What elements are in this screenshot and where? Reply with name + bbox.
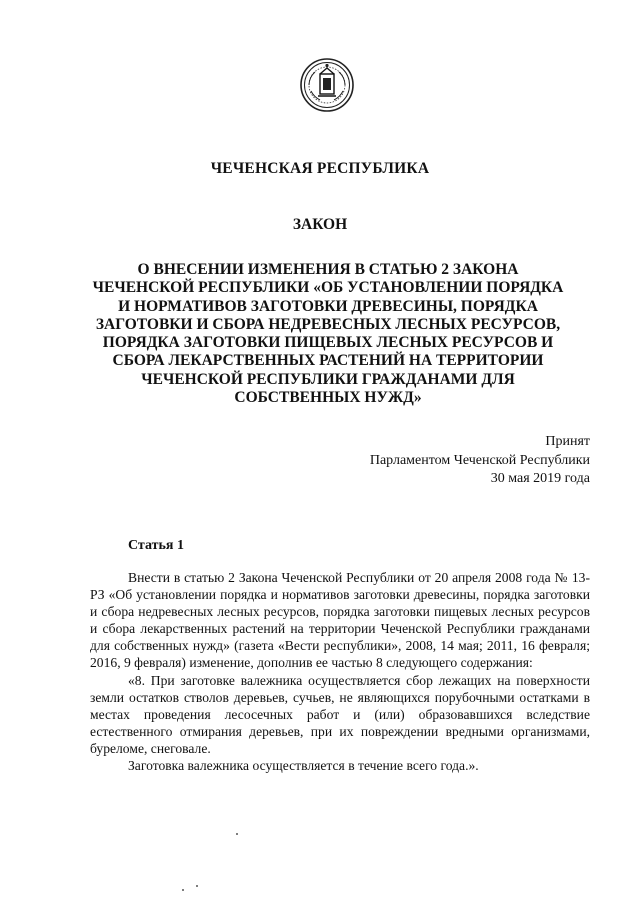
scan-speck [182, 889, 184, 891]
scan-speck [196, 885, 198, 887]
adoption-line-parliament: Парламентом Чеченской Республики [369, 452, 590, 468]
article-paragraph: Заготовка валежника осуществляется в течение всего года.». [128, 758, 479, 774]
coat-of-arms-emblem-icon [300, 58, 354, 112]
adoption-block [300, 433, 590, 489]
article-paragraph: Внести в статью 2 Закона Чеченской Республики от 20 апреля 2008 года № 13-РЗ «Об установлении порядка и нормативов заготовки древесины, порядка заготовки и сбора недревесных лесных ресурсов, порядка заготовки пищевых лесных ресурсов и сбора лекарственных растений на территории Чеченской Республики гражданами для собственных нужд» (газета «Вести республики», 2008, 14 мая; 2011, 16 февраля; 2016, 9 февраля) изменение, дополнив ее частью 8 следующего содержания: [90, 570, 590, 671]
document-type: ЗАКОН [292, 216, 348, 233]
adoption-line-date: 30 мая 2019 года [490, 471, 590, 486]
scan-speck [236, 833, 238, 835]
article-body [90, 569, 590, 774]
article-heading: Статья 1 [128, 538, 184, 553]
adoption-line-adopted: Принят [545, 434, 590, 449]
law-title: О ВНЕСЕНИИ ИЗМЕНЕНИЯ В СТАТЬЮ 2 ЗАКОНА ЧЕЧЕНСКОЙ РЕСПУБЛИКИ «ОБ УСТАНОВЛЕНИИ ПОРЯДКА И НОРМАТИВОВ ЗАГОТОВКИ ДРЕВЕСИНЫ, ПОРЯДКА ЗАГОТОВКИ И СБОРА НЕДРЕВЕСНЫХ ЛЕСНЫХ РЕСУРСОВ, ПОРЯДКА ЗАГОТОВКИ ПИЩЕВЫХ ЛЕСНЫХ РЕСУРСОВ И СБОРА ЛЕКАРСТВЕННЫХ РАСТЕНИЙ НА ТЕРРИТОРИИ ЧЕЧЕНСКОЙ РЕСПУБЛИКИ ГРАЖДАНАМИ ДЛЯ СОБСТВЕННЫХ НУЖД» [92, 261, 564, 407]
republic-name: ЧЕЧЕНСКАЯ РЕСПУБЛИКА [210, 160, 430, 177]
article-paragraph: «8. При заготовке валежника осуществляется сбор лежащих на поверхности земли остатков стволов деревьев, сучьев, не являющихся порубочными остатками в местах проведения лесосечных работ и (или) образовавшихся вследствие естественного отмирания деревьев, при их повреждении вредными организмами, буреломе, снеговале. [90, 672, 590, 756]
